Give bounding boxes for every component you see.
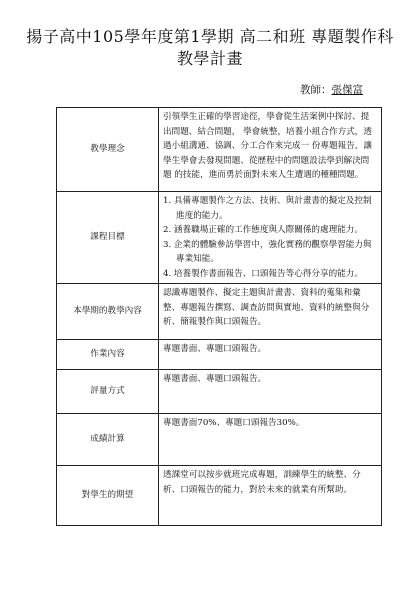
goal-item: 1. 具備專題製作之方法、技術、與計畫書的擬定及控制進度的能力。 xyxy=(163,196,372,221)
goal-item: 3. 企業的體驗參訪學習中，強化實務的觀察學習能力與專業知能。 xyxy=(163,239,372,264)
philosophy-text: 引領學生正確的學習途徑，學會從生活案例中探討、提出問題、結合問題， 學會統整，培養小組合作方式，透過小組溝通、協調、分工合作來完成一 份專題報告，讓學生學會去發現問題、從歷程中的問題設法學到解決問題 的技能，進而勇於面對未來人生遭遇的種種問題。 xyxy=(159,108,382,192)
expectation-text: 透課堂可以按步就班完成專題，訓練學生的統整、分析、口頭報告的能力，對於未來的就業有所幫助。 xyxy=(159,466,382,526)
table-row xyxy=(57,192,382,284)
evaluation-label: 評量方式 xyxy=(57,370,159,414)
table-row xyxy=(57,414,382,466)
teaching-plan-table xyxy=(56,107,382,526)
assignments-label: 作業內容 xyxy=(57,340,159,370)
goals-label: 課程目標 xyxy=(57,192,159,284)
table-row xyxy=(57,466,382,526)
content-label: 本學期的教學內容 xyxy=(57,284,159,340)
goal-item: 2. 涵養職場正確的工作態度與人際關係的處理能力。 xyxy=(163,225,363,235)
evaluation-text: 專題書面、專題口頭報告。 xyxy=(159,370,382,414)
goal-item: 4. 培養製作書面報告、口頭報告等心得分享的能力。 xyxy=(163,268,363,279)
expectation-label: 對學生的期望 xyxy=(57,466,159,526)
teacher-line xyxy=(300,82,363,97)
assignments-text: 專題書面、專題口頭報告。 xyxy=(159,340,382,370)
teacher-name: 張傑富 xyxy=(331,84,363,96)
grading-label: 成績計算 xyxy=(57,414,159,466)
table-row xyxy=(57,284,382,340)
grading-text: 專題書面70%、專題口頭報告30%。 xyxy=(159,414,382,466)
page-title: 揚子高中105學年度第1學期 高二和班 專題製作科教學計畫 xyxy=(26,27,394,68)
table-row xyxy=(57,108,382,192)
table-row xyxy=(57,340,382,370)
goals-list xyxy=(163,194,376,281)
table-row xyxy=(57,370,382,414)
teacher-label: 教師： xyxy=(300,84,332,96)
philosophy-label: 教學理念 xyxy=(57,108,159,192)
goals-list-cell xyxy=(159,192,382,284)
content-text: 認識專題製作、擬定主題與計畫書、資料的蒐集和彙整、專題報告撰寫、調查訪問與實地、資料的統整與分析、簡報製作與口頭報告。 xyxy=(159,284,382,340)
